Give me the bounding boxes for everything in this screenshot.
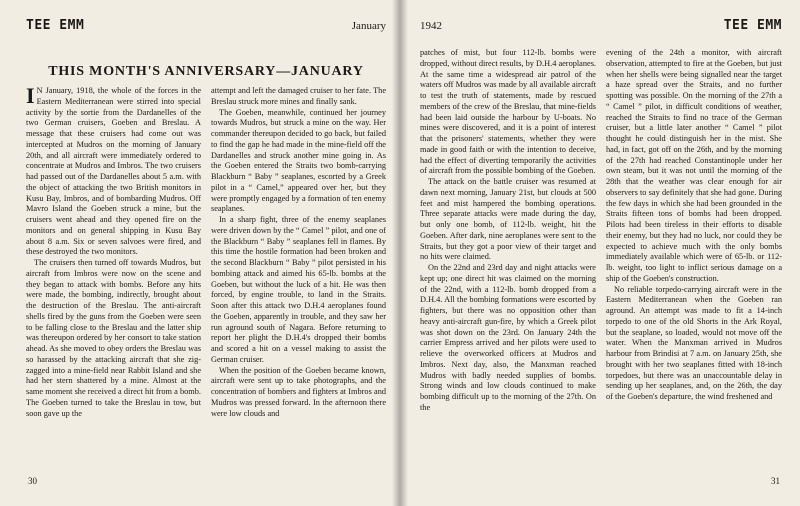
left-column-1 xyxy=(26,86,201,504)
paragraph: The cruisers then turned off towards Mudros, but aircraft from Imbros were now on the scene and they began to attack with bombs. Before any hits were made, the bombing, indirectly, brought about the destruction of the Breslau. The anti-aircraft shells fired by the guns from the Goeben were seen to be falling close to the Breslau and the latter ship was thereupon ordered by her consort to take station ahead. As she moved to obey orders the Breslau was so harassed by the attacking aircraft that she zig-zagged into a mine-field near Rabbit Island and she had her stern shattered by a mine. Almost at the same moment she received a direct hit from a bomb. The Goeben turned to take the Breslau in tow, but soon gave up the xyxy=(26,258,201,418)
magazine-title: TEE EMM xyxy=(723,18,782,33)
right-running-head xyxy=(420,18,782,36)
paragraph: On the 22nd and 23rd day and night attacks were kept up; one direct hit was claimed on the morning of the 22nd, with a 112-lb. bomb dropped from a D.H.4. All the bombing formations were escorted by fighters, but there was no opposition other than heavy anti-aircraft gun-fire, by which a Greek pilot was shot down on the 23rd. On January 24th the carrier Empress arrived and her pilots were used to relieve the overworked officers at Mudros and Imbros. Next day, also, the Manxman reached Mudros with badly needed supplies of bombs. Strong winds and low clouds continued to make bombing difficult up to the morning of the 27th. On the xyxy=(420,263,596,412)
paragraph: The attack on the battle cruiser was resumed at dawn next morning, January 21st, but clouds at 500 feet and mist hampered the bombing operations. Three separate attacks were made during the day, but only one bomb, of 112-lb. weight, hit the Goeben. After dark, nine aeroplanes were sent to the Straits, but they got a poor view of their target and no hits were claimed. xyxy=(420,177,596,262)
paragraph: patches of mist, but four 112-lb. bombs were dropped, without direct results, by D.H.4 aeroplanes. At the same time a widespread air patrol of the waters off Mudros was made by all available aircraft to test the truth of statements, made by rescued members of the crew of the Breslau, that mine-fields had been laid outside the harbour by U-boats. No mines were discovered, and it is a point of interest that the prisoners' statements, whether they were made in good faith or with the intention to deceive, had the effect of diverting temporarily the activities of aircraft from the possible bombing of the Goeben. xyxy=(420,48,596,176)
year-label: 1942 xyxy=(420,20,442,32)
paragraph: The Goeben, meanwhile, continued her journey towards Mudros, but struck a mine on the way. Her commander thereupon decided to go back, but failed to find the gap he had made in the mine-field off the Dardanelles and struck another mine going in. As the Goeben entered the Straits two bomb-carrying Blackburn “ Baby ” seaplanes, escorted by a Greek pilot in a “ Camel,” appeared over her, but they were promptly engaged by a formation of ten enemy seaplanes. xyxy=(211,107,386,214)
left-columns xyxy=(26,86,386,504)
article-title: THIS MONTH'S ANNIVERSARY—JANUARY xyxy=(48,64,364,79)
month-label: January xyxy=(351,20,386,32)
magazine-title: TEE EMM xyxy=(26,18,85,33)
page-number: 30 xyxy=(28,476,37,486)
right-columns xyxy=(420,48,782,506)
paragraph: When the position of the Goeben became known, aircraft were sent up to take photographs, and the concentration of bombers and fighters at Imbros and Mudros was pressed forward. In the afternoon there were low clouds and xyxy=(211,365,386,418)
left-running-head xyxy=(26,18,386,36)
paragraph: attempt and left the damaged cruiser to her fate. The Breslau struck more mines and finally sank. xyxy=(211,86,386,106)
paragraph: I N January, 1918, the whole of the forces in the Eastern Mediterranean were stirred into special activity by the sortie from the Dardanelles of the two German cruisers, Goeben and Breslau. A message that these cruisers had come out was intercepted at Mudros on the morning of January 20th, and all aircraft were immediately ordered to concentrate at Mudros and Imbros. The two cruisers had passed out of the Dardanelles about 5 a.m. with the object of attacking the two British monitors in Kusu Bay, Imbros, and of bombarding Mudros. Off Mavro Island the Goeben struck a mine, but the cruisers went ahead and they opened fire on the monitors and on general shipping in Kusu Bay about 8 a.m. Six or seven salvoes were fired, and these destroyed the two monitors. xyxy=(26,86,201,257)
right-column-1 xyxy=(420,48,596,506)
drop-cap: I xyxy=(26,86,35,108)
page-number: 31 xyxy=(771,476,780,486)
paragraph: In a sharp fight, three of the enemy seaplanes were driven down by the “ Camel ” pilot, and one of the Blackburn “ Baby ” seaplanes fell in flames. By this time the hostile formation had been broken and the second Blackburn “ Baby ” pilot persisted in his bombing attack and aimed his 65-lb. bombs at the Goeben, but without the luck of a hit. He was then forced, by engine trouble, to land in the Straits. Soon after this attack two D.H.4 aeroplanes found the Goeben, apparently in trouble, and they saw her run aground south of Nagara. Before returning to report her plight the D.H.4's dropped their bombs and scored a hit on a vessel making to assist the German cruiser. xyxy=(211,215,386,364)
paragraph: No reliable torpedo-carrying aircraft were in the Eastern Mediterranean when the Goeben ran aground. An attempt was made to fit a 14-inch torpedo to one of the old Shorts in the Ark Royal, but the seaplane, so loaded, would not move off the water. When the Manxman arrived in Mudros harbour from Brindisi at 7 a.m. on January 25th, she brought with her two seaplanes fitted with 18-inch torpedoes, but there was an unaccountable delay in sending up her seaplanes, and, on the 26th, the day of the Goeben's departure, the wind freshened and xyxy=(606,284,782,401)
right-page xyxy=(400,0,800,506)
paragraph: evening of the 24th a monitor, with aircraft observation, attempted to fire at the Goeben, but just when her shells were being signalled near the target a haze spread over the Straits, and no further spotting was possible. On the morning of the 27th a “ Camel ” pilot, in difficult conditions of weather, reached the Straits to find no trace of the German cruiser, but a little later another “ Camel ” pilot thought he could distinguish her in the mist. She had, in fact, got off on the 26th, and by the morning of the 27th had reached Constantinople under her own steam, but it was not until the morning of the 28th that the weather was clear enough for air observers to say definitely that she had gone. During the few days in which she had been grounded in the Straits fifteen tons of bombs had been dropped. Pilots had been tireless in their efforts to disable their enemy, but they had no luck, nor could they be expected to achieve much with the only bombs immediately available which were of 65-lb. or 112-lb. weight, too light to inflict serious damage on a ship of the Goeben's construction. xyxy=(606,48,782,283)
left-column-2 xyxy=(211,86,386,504)
right-column-2 xyxy=(606,48,782,506)
